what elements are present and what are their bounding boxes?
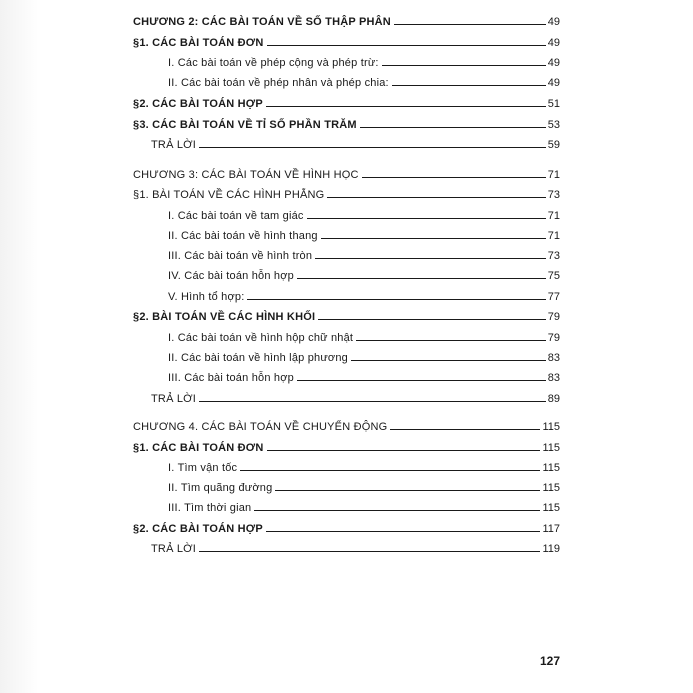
toc-entry-title: I. Các bài toán về tam giác [168,210,304,222]
toc-subsection[interactable] [168,75,560,91]
toc-leader-line [199,147,546,148]
toc-leader-line [321,238,546,239]
toc-entry-page: 115 [542,462,560,474]
toc-leader-line [307,218,546,219]
toc-entry-page: 77 [547,291,560,303]
toc-entry-title: II. Tìm quãng đường [168,482,273,494]
toc-entry-page: 49 [547,57,560,69]
toc-subsection[interactable] [168,248,560,264]
toc-leader-line [199,401,546,402]
toc-subsection[interactable] [168,55,560,71]
toc-entry-title: I. Các bài toán về hình hộp chữ nhật [168,332,354,344]
toc-subsection[interactable] [168,480,560,496]
toc-entry-page: 89 [547,393,560,405]
toc-entry-title: I. Tìm vận tốc [168,462,238,474]
toc-leader-line [247,299,545,300]
toc-entry-title: CHƯƠNG 4. CÁC BÀI TOÁN VỀ CHUYỂN ĐỘNG [133,421,388,433]
toc-leader-line [240,470,540,471]
toc-entry-title: §1. BÀI TOÁN VỀ CÁC HÌNH PHẲNG [133,189,325,201]
toc-leader-line [390,429,540,430]
toc-chapter-3[interactable] [133,167,560,183]
toc-entry-page: 71 [547,169,560,181]
toc-section[interactable] [133,117,560,133]
toc-subsection[interactable] [168,228,560,244]
toc-entry-title: II. Các bài toán về phép nhân và phép chia: [168,77,389,89]
toc-entry-page: 73 [547,189,560,201]
toc-leader-line [318,319,546,320]
toc-subsection[interactable] [168,289,560,305]
toc-entry-page: 49 [547,77,560,89]
toc-entry-page: 119 [542,543,560,555]
toc-subsection[interactable] [168,460,560,476]
toc-chapter-4[interactable] [133,419,560,435]
toc-entry-title: I. Các bài toán về phép cộng và phép trừ: [168,57,379,69]
toc-leader-line [382,65,546,66]
toc-leader-line [266,531,541,532]
toc-entry-title: CHƯƠNG 2: CÁC BÀI TOÁN VỀ SỐ THẬP PHÂN [133,16,391,28]
toc-entry-title: IV. Các bài toán hỗn hợp [168,270,294,282]
toc-entry-title: V. Hình tổ hợp: [168,291,245,303]
toc-leader-line [254,510,540,511]
toc-leader-line [392,85,546,86]
toc-entry-page: 49 [547,16,560,28]
toc-entry-page: 79 [547,332,560,344]
toc-leader-line [327,197,545,198]
toc-entry-page: 53 [547,119,560,131]
toc-entry-title: III. Các bài toán về hình tròn [168,250,313,262]
toc-subsection[interactable] [168,330,560,346]
toc-entry-page: 115 [542,421,560,433]
toc-entry-page: 49 [547,37,560,49]
toc-entry-page: 83 [547,372,560,384]
toc-leader-line [297,380,546,381]
toc-entry-title: §1. CÁC BÀI TOÁN ĐƠN [133,442,264,454]
toc-subsection[interactable] [168,350,560,366]
toc-entry-page: 79 [547,311,560,323]
toc-leader-line [351,360,546,361]
toc-entry-title: TRẢ LỜI [151,139,197,151]
toc-leader-line [356,340,546,341]
toc-entry-page: 59 [547,139,560,151]
toc-subsection[interactable] [168,208,560,224]
toc-subsection[interactable] [168,370,560,386]
toc-entry-title: II. Các bài toán về hình lập phương [168,352,348,364]
toc-leader-line [315,258,546,259]
toc-entry-title: TRẢ LỜI [151,543,197,555]
toc-section[interactable] [133,440,560,456]
toc-entry-page: 71 [547,230,560,242]
toc-entry-page: 115 [542,482,560,494]
toc-entry-title: §2. BÀI TOÁN VỀ CÁC HÌNH KHỐI [133,311,316,323]
toc-entry-page: 115 [542,502,560,514]
toc-leader-line [266,106,546,107]
toc-entry-title: II. Các bài toán về hình thang [168,230,318,242]
toc-leader-line [267,45,546,46]
toc-section[interactable] [133,96,560,112]
toc-chapter-2[interactable] [133,14,560,30]
toc-section[interactable] [133,309,560,325]
toc-answers[interactable] [151,137,560,153]
toc-entry-title: III. Tìm thời gian [168,502,252,514]
toc-entry-page: 83 [547,352,560,364]
toc-answers[interactable] [151,541,560,557]
toc-entry-page: 71 [547,210,560,222]
toc-entry-title: III. Các bài toán hỗn hợp [168,372,294,384]
toc-entry-title: §2. CÁC BÀI TOÁN HỢP [133,523,263,535]
toc-entry-page: 117 [542,523,560,535]
toc-leader-line [394,24,546,25]
page-number: 127 [540,654,561,668]
toc-leader-line [275,490,540,491]
toc-subsection[interactable] [168,500,560,516]
toc-entry-title: TRẢ LỜI [151,393,197,405]
toc-section[interactable] [133,521,560,537]
toc-entry-title: §3. CÁC BÀI TOÁN VỀ TỈ SỐ PHẦN TRĂM [133,119,357,131]
toc-entry-page: 73 [547,250,560,262]
toc-section[interactable] [133,35,560,51]
toc-entry-page: 51 [547,98,560,110]
toc-section[interactable] [133,187,560,203]
toc-leader-line [362,177,546,178]
toc-entry-page: 115 [542,442,560,454]
toc-leader-line [360,127,546,128]
toc-answers[interactable] [151,391,560,407]
toc-entry-title: CHƯƠNG 3: CÁC BÀI TOÁN VỀ HÌNH HỌC [133,169,359,181]
toc-leader-line [297,278,546,279]
toc-leader-line [199,551,540,552]
toc-entry-page: 75 [547,270,560,282]
toc-leader-line [267,450,541,451]
toc-subsection[interactable] [168,268,560,284]
toc-entry-title: §2. CÁC BÀI TOÁN HỢP [133,98,263,110]
toc-entry-title: §1. CÁC BÀI TOÁN ĐƠN [133,37,264,49]
